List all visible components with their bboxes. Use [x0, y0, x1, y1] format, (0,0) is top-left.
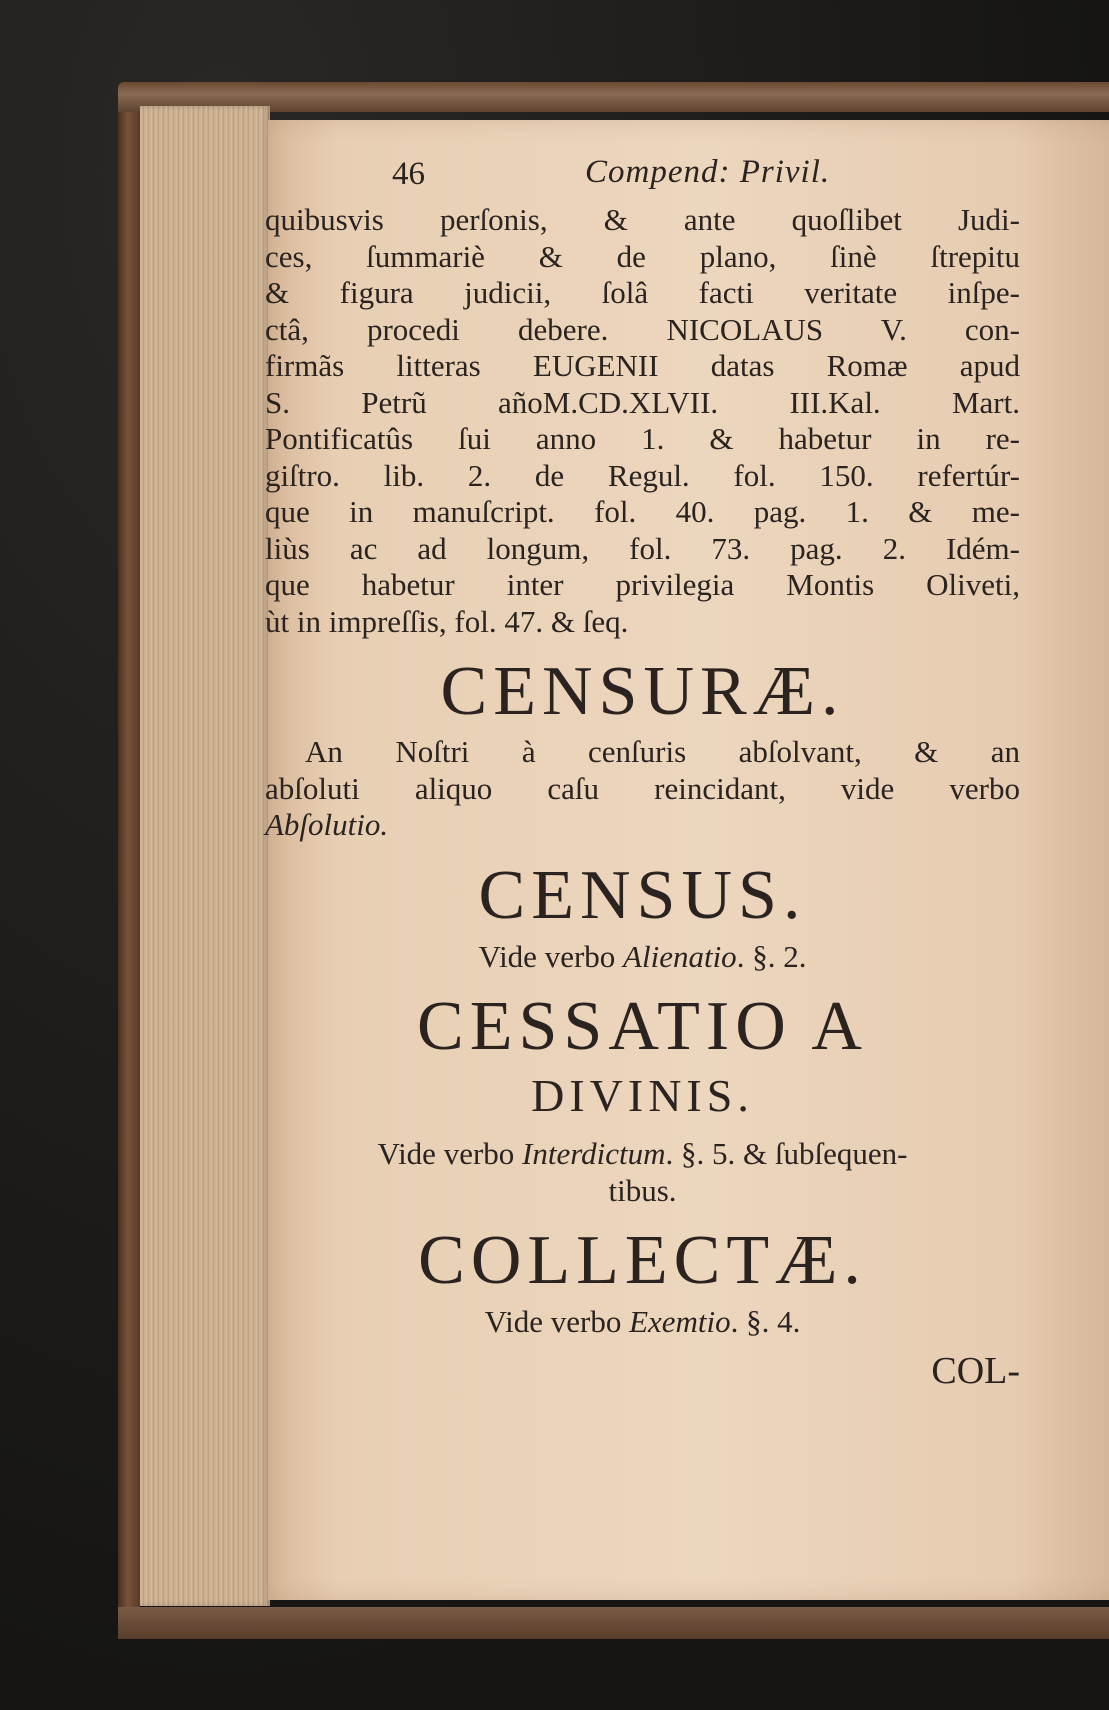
- text-line: que habetur inter privilegia Montis Oliveti,: [265, 567, 1020, 602]
- text-line: Pontificatûs ſui anno 1. & habetur in re-: [265, 421, 1020, 456]
- text-line: quibusvis perſonis, & ante quoſlibet Judi-: [265, 202, 1020, 237]
- section-body-censurae: [265, 734, 1020, 844]
- section-heading-censurae: CENSURÆ.: [440, 653, 845, 730]
- ref-suffix: . §. 2.: [736, 938, 807, 974]
- text-line: ctâ, procedi debere. NICOLAUS V. con-: [265, 311, 1020, 347]
- text-line: abſoluti aliquo caſu reincidant, vide verbo: [265, 770, 1020, 806]
- section-heading-census: CENSUS.: [478, 856, 807, 934]
- text-line: que in manuſcript. fol. 40. pag. 1. & me-: [265, 494, 1020, 529]
- ref-prefix: Vide verbo: [377, 1135, 523, 1171]
- intro-paragraph: [265, 202, 1020, 640]
- page-number: 46: [392, 156, 425, 192]
- ref-word: Interdictum: [522, 1135, 666, 1171]
- ref-word: Alienatio: [623, 938, 737, 974]
- text-line: An Noſtri à cenſuris abſolvant, & an: [305, 734, 1020, 769]
- text-line: S. Petrũ añoM.CD.XLVII. III.Kal. Mart.: [265, 384, 1020, 420]
- ref-word: Exemtio: [629, 1303, 731, 1339]
- section-ref-census: [265, 938, 1020, 975]
- section-heading-collectae: COLLECTÆ.: [418, 1221, 867, 1299]
- text-line: & figura judicii, ſolâ facti veritate inſpe-: [265, 275, 1020, 310]
- running-head: Compend: Privil.: [585, 154, 831, 190]
- page-edges: [140, 106, 270, 1606]
- ref-prefix: Vide verbo: [478, 938, 624, 974]
- ref-prefix: Vide verbo: [484, 1303, 630, 1339]
- book-spine: [118, 92, 140, 1627]
- section-ref-collectae: [265, 1303, 1020, 1340]
- ref-suffix: . §. 5. & ſubſequen-: [665, 1135, 908, 1171]
- section-subheading-divinis: DIVINIS.: [531, 1069, 754, 1121]
- cross-reference: Abſolutio.: [265, 807, 389, 842]
- catchword: COL-: [931, 1349, 1020, 1392]
- text-line: liùs ac ad longum, fol. 73. pag. 2. Idém-: [265, 530, 1020, 566]
- text-line: giſtro. lib. 2. de Regul. fol. 150. refertúr-: [265, 457, 1020, 493]
- text-line: ces, ſummariè & de plano, ſinè ſtrepitu: [265, 238, 1020, 274]
- section-heading-cessatio: CESSATIO A: [417, 987, 868, 1065]
- page-header: [265, 150, 1020, 202]
- ref-suffix: . §. 4.: [730, 1303, 801, 1339]
- text-line: firmãs litteras EUGENII datas Romæ apud: [265, 348, 1020, 383]
- text-line: ùt in impreſſis, fol. 47. & ſeq.: [265, 603, 629, 639]
- section-ref-cessatio: [265, 1135, 1020, 1172]
- page-text: [265, 150, 1020, 1396]
- section-ref-cessatio-line2: tibus.: [608, 1172, 677, 1208]
- cover-bottom-edge: [118, 1607, 1109, 1639]
